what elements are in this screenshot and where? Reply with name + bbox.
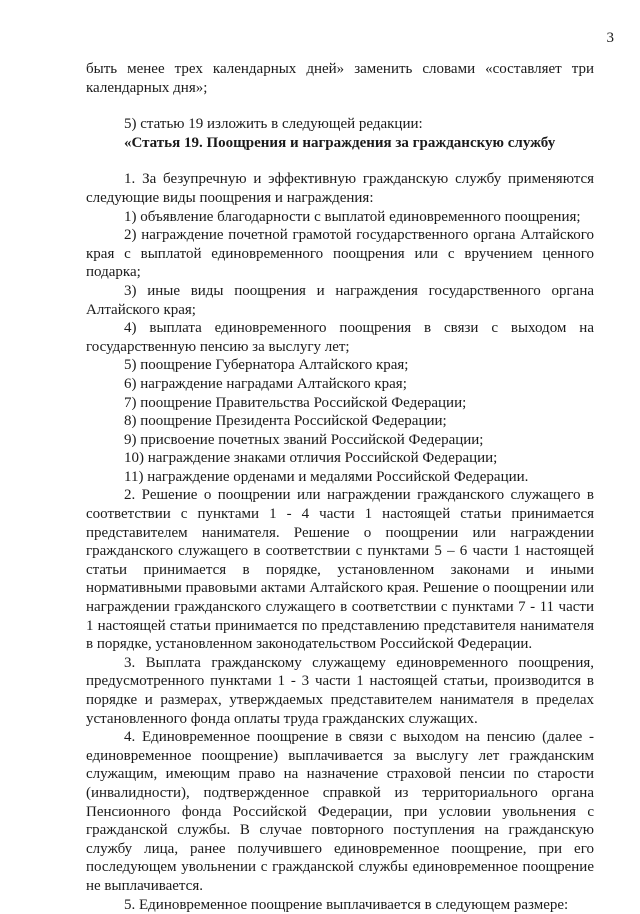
paragraph: 7) поощрение Правительства Российской Федерации; xyxy=(124,394,467,411)
paragraph: 10) награждение знаками отличия Российской Федерации; xyxy=(124,450,498,467)
paragraph: 2) награждение почетной грамотой государственного органа Алтайского края с выплатой единовременного поощрения или с вручением ценного подарка; xyxy=(86,227,594,281)
paragraph: 5) статью 19 изложить в следующей редакции: xyxy=(124,116,423,133)
paragraph-gap xyxy=(86,97,594,115)
paragraph: 5. Единовременное поощрение выплачивается в следующем размере: xyxy=(124,896,569,913)
paragraph: 3. Выплата гражданскому служащему единовременного поощрения, предусмотренного пунктами 1 - 3 части 1 настоящей статьи, производится в порядке и размерах, утверждаемых представителем нанимателя в пределах установленного фонда оплаты труда гражданских служащих. xyxy=(86,654,594,727)
article-heading: «Статья 19. Поощрения и награждения за гражданскую службу xyxy=(124,134,556,151)
paragraph: 11) награждение орденами и медалями Российской Федерации. xyxy=(124,468,529,485)
paragraph: 6) награждение наградами Алтайского края; xyxy=(124,375,407,392)
document-body xyxy=(86,60,594,914)
paragraph: 4) выплата единовременного поощрения в связи с выходом на государственную пенсию за выслугу лет; xyxy=(86,320,594,355)
paragraph: быть менее трех календарных дней» заменить словами «составляет три календарных дня»; xyxy=(86,61,594,96)
page-number: 3 xyxy=(606,30,614,46)
paragraph: 8) поощрение Президента Российской Федерации; xyxy=(124,413,447,430)
paragraph: 9) присвоение почетных званий Российской Федерации; xyxy=(124,431,484,448)
paragraph: 1) объявление благодарности с выплатой единовременного поощрения; xyxy=(124,208,581,225)
paragraph-gap xyxy=(86,152,594,170)
paragraph: 2. Решение о поощрении или награждении гражданского служащего в соответствии с пунктами 1 - 4 части 1 настоящей статьи принимается представителем нанимателя. Решение о поощрении или награждении гражданского служащего в соответствии с пунктами 5 – 6 части 1 настоящей статьи принимается в порядке, установленном законами и иными нормативными правовыми актами Алтайского края. Решение о поощрении или награждении гражданского служащего в соответствии с пунктами 7 - 11 части 1 настоящей статьи принимается по представлению представителя нанимателя в порядке, установленном законодательством Российской Федерации. xyxy=(86,487,594,653)
paragraph: 3) иные виды поощрения и награждения государственного органа Алтайского края; xyxy=(86,282,594,318)
paragraph: 4. Единовременное поощрение в связи с выходом на пенсию (далее - единовременное поощрение) выплачивается за выслугу лет гражданским служащим, имеющим право на назначение страховой пенсии по старости (инвалидности), подтвержденное справкой из территориального органа Пенсионного фонда Российской Федерации, при условии увольнения с гражданской службы. В случае повторного поступления на гражданскую службу лица, ранее получившего единовременное поощрение, при его последующем увольнении с гражданской службы единовременное поощрение не выплачивается. xyxy=(86,729,594,894)
paragraph: 5) поощрение Губернатора Алтайского края; xyxy=(124,357,409,374)
paragraph: 1. За безупречную и эффективную гражданскую службу применяются следующие виды поощрения и награждения: xyxy=(86,171,594,206)
